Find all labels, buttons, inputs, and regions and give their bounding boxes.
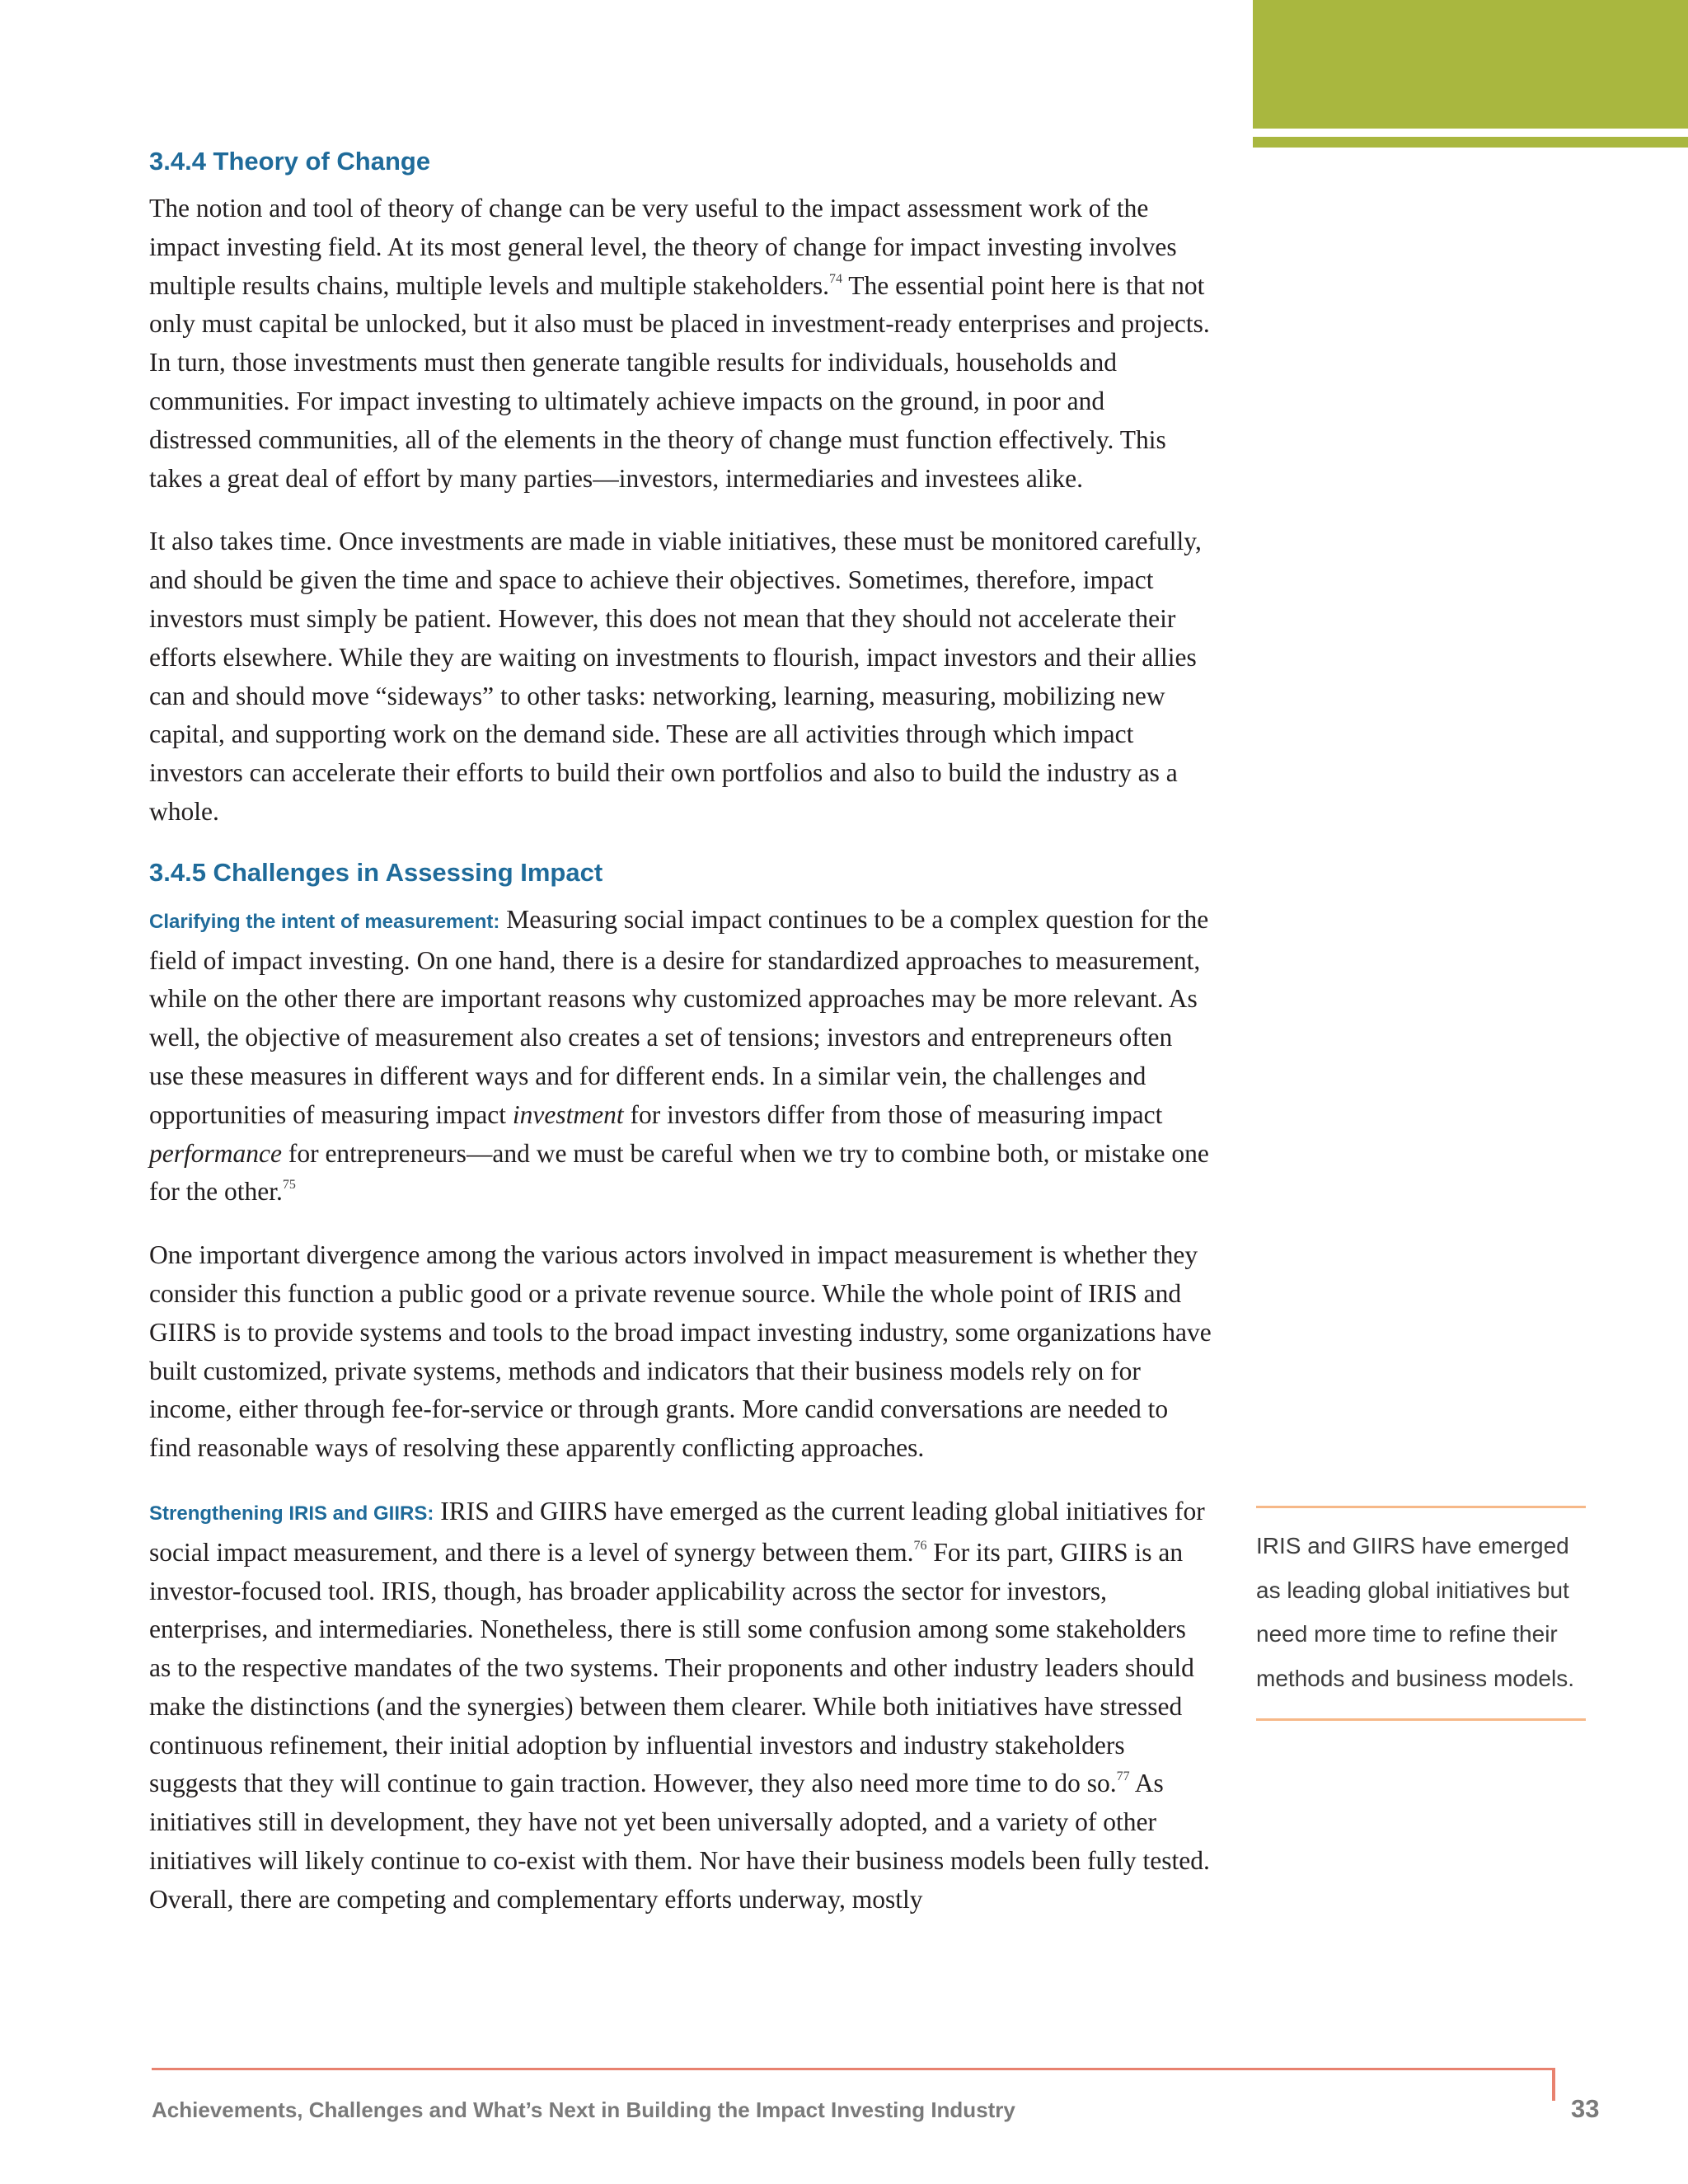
paragraph: The notion and tool of theory of change can be very useful to the impact assessment work of the impact investing field. At its most general level, the theory of change for impact investing involves multiple results chains, multiple levels and multiple stakeholders.$^{74}$ The essential point here is that not only must capital be unlocked, but it also must be placed in investment-ready enterprises and projects. In turn, those investments must then generate tangible results for individuals, households and communities. For impact investing to ultimately achieve impacts on the ground, in poor and distressed communities, all of the elements in the theory of change must function effectively. This takes a great deal of effort by many parties—investors, intermediaries and investees alike. <box>149 194 1210 493</box>
runin-heading: Clarifying the intent of measurement: <box>149 910 500 933</box>
section-heading-theory-of-change: 3.4.4 Theory of Change <box>149 147 431 176</box>
footer-rule-tick <box>1552 2068 1555 2101</box>
section-heading-challenges: 3.4.5 Challenges in Assessing Impact <box>149 857 603 887</box>
main-content <box>149 145 1212 1944</box>
pull-quote: IRIS and GIIRS have emerged as leading global initiatives but need more time to refine their methods and business models. <box>1256 1506 1586 1721</box>
footnote-ref[interactable]: 77 <box>1116 1769 1130 1784</box>
paragraph: Clarifying the intent of measurement: Measuring social impact continues to be a complex question for the field of impact investing. On one hand, there is a desire for standardized approaches to measurement, while on the other there are important reasons why customized approaches may be more relevant. As well, the objective of measurement also creates a set of tensions; investors and entrepreneurs often use these measures in different ways and for different ends. In a similar vein, the challenges and opportunities of measuring impact investment for investors differ from those of measuring impact performance for entrepreneurs—and we must be careful when we try to combine both, or mistake one for the other.$^{75}$ <box>149 904 1209 1207</box>
footnote-ref[interactable]: 75 <box>282 1178 296 1193</box>
paragraph: It also takes time. Once investments are made in viable initiatives, these must be monitored carefully, and should be given the time and space to achieve their objectives. Sometimes, therefore, impact investors must simply be patient. However, this does not mean that they should not accelerate their efforts elsewhere. While they are waiting on investments to flourish, impact investors and their allies can and should move “sideways” to other tasks: networking, learning, measuring, mobilizing new capital, and supporting work on the demand side. These are all activities through which impact investors can accelerate their efforts to build their own portfolios and also to build the industry as a whole. <box>149 527 1202 826</box>
footnote-ref[interactable]: 76 <box>913 1538 927 1553</box>
footnote-ref[interactable]: 74 <box>828 271 842 286</box>
corner-color-rule <box>1253 137 1688 148</box>
paragraph: One important divergence among the various actors involved in impact measurement is whether they consider this function a public good or a private revenue source. While the whole point of IRIS and GIIRS is to provide systems and tools to the broad impact investing industry, some organizations have built customized, private systems, methods and indicators that their business models rely on for income, either through fee-for-service or through grants. More candid conversations are needed to find reasonable ways of resolving these apparently conflicting approaches. <box>149 1240 1212 1463</box>
corner-color-block <box>1253 0 1688 129</box>
paragraph: Strengthening IRIS and GIIRS: IRIS and GIIRS have emerged as the current leading global initiatives for social impact measurement, and there is a level of synergy between them.$^{76}$ For its part, GIIRS is an investor-focused tool. IRIS, though, has broader applicability across the sector for investors, enterprises, and intermediaries. Nonetheless, there is still some confusion among some stakeholders as to the respective mandates of the two systems. Their proponents and other industry leaders should make the distinctions (and the synergies) between them clearer. While both initiatives have stressed continuous refinement, their initial adoption by influential investors and industry stakeholders suggests that they will continue to gain traction. However, they also need more time to do so.$^{77}$ As initiatives still in development, they have not yet been universally adopted, and a variety of other initiatives will likely continue to co-exist with them. Nor have their business models been fully tested. Overall, there are competing and complementary efforts underway, mostly <box>149 1496 1210 1914</box>
footer-rule <box>152 2068 1554 2070</box>
page-number: 33 <box>1571 2094 1600 2123</box>
footer-title: Achievements, Challenges and What’s Next in Building the Impact Investing Industry <box>152 2097 1015 2122</box>
runin-heading: Strengthening IRIS and GIIRS: <box>149 1502 434 1525</box>
